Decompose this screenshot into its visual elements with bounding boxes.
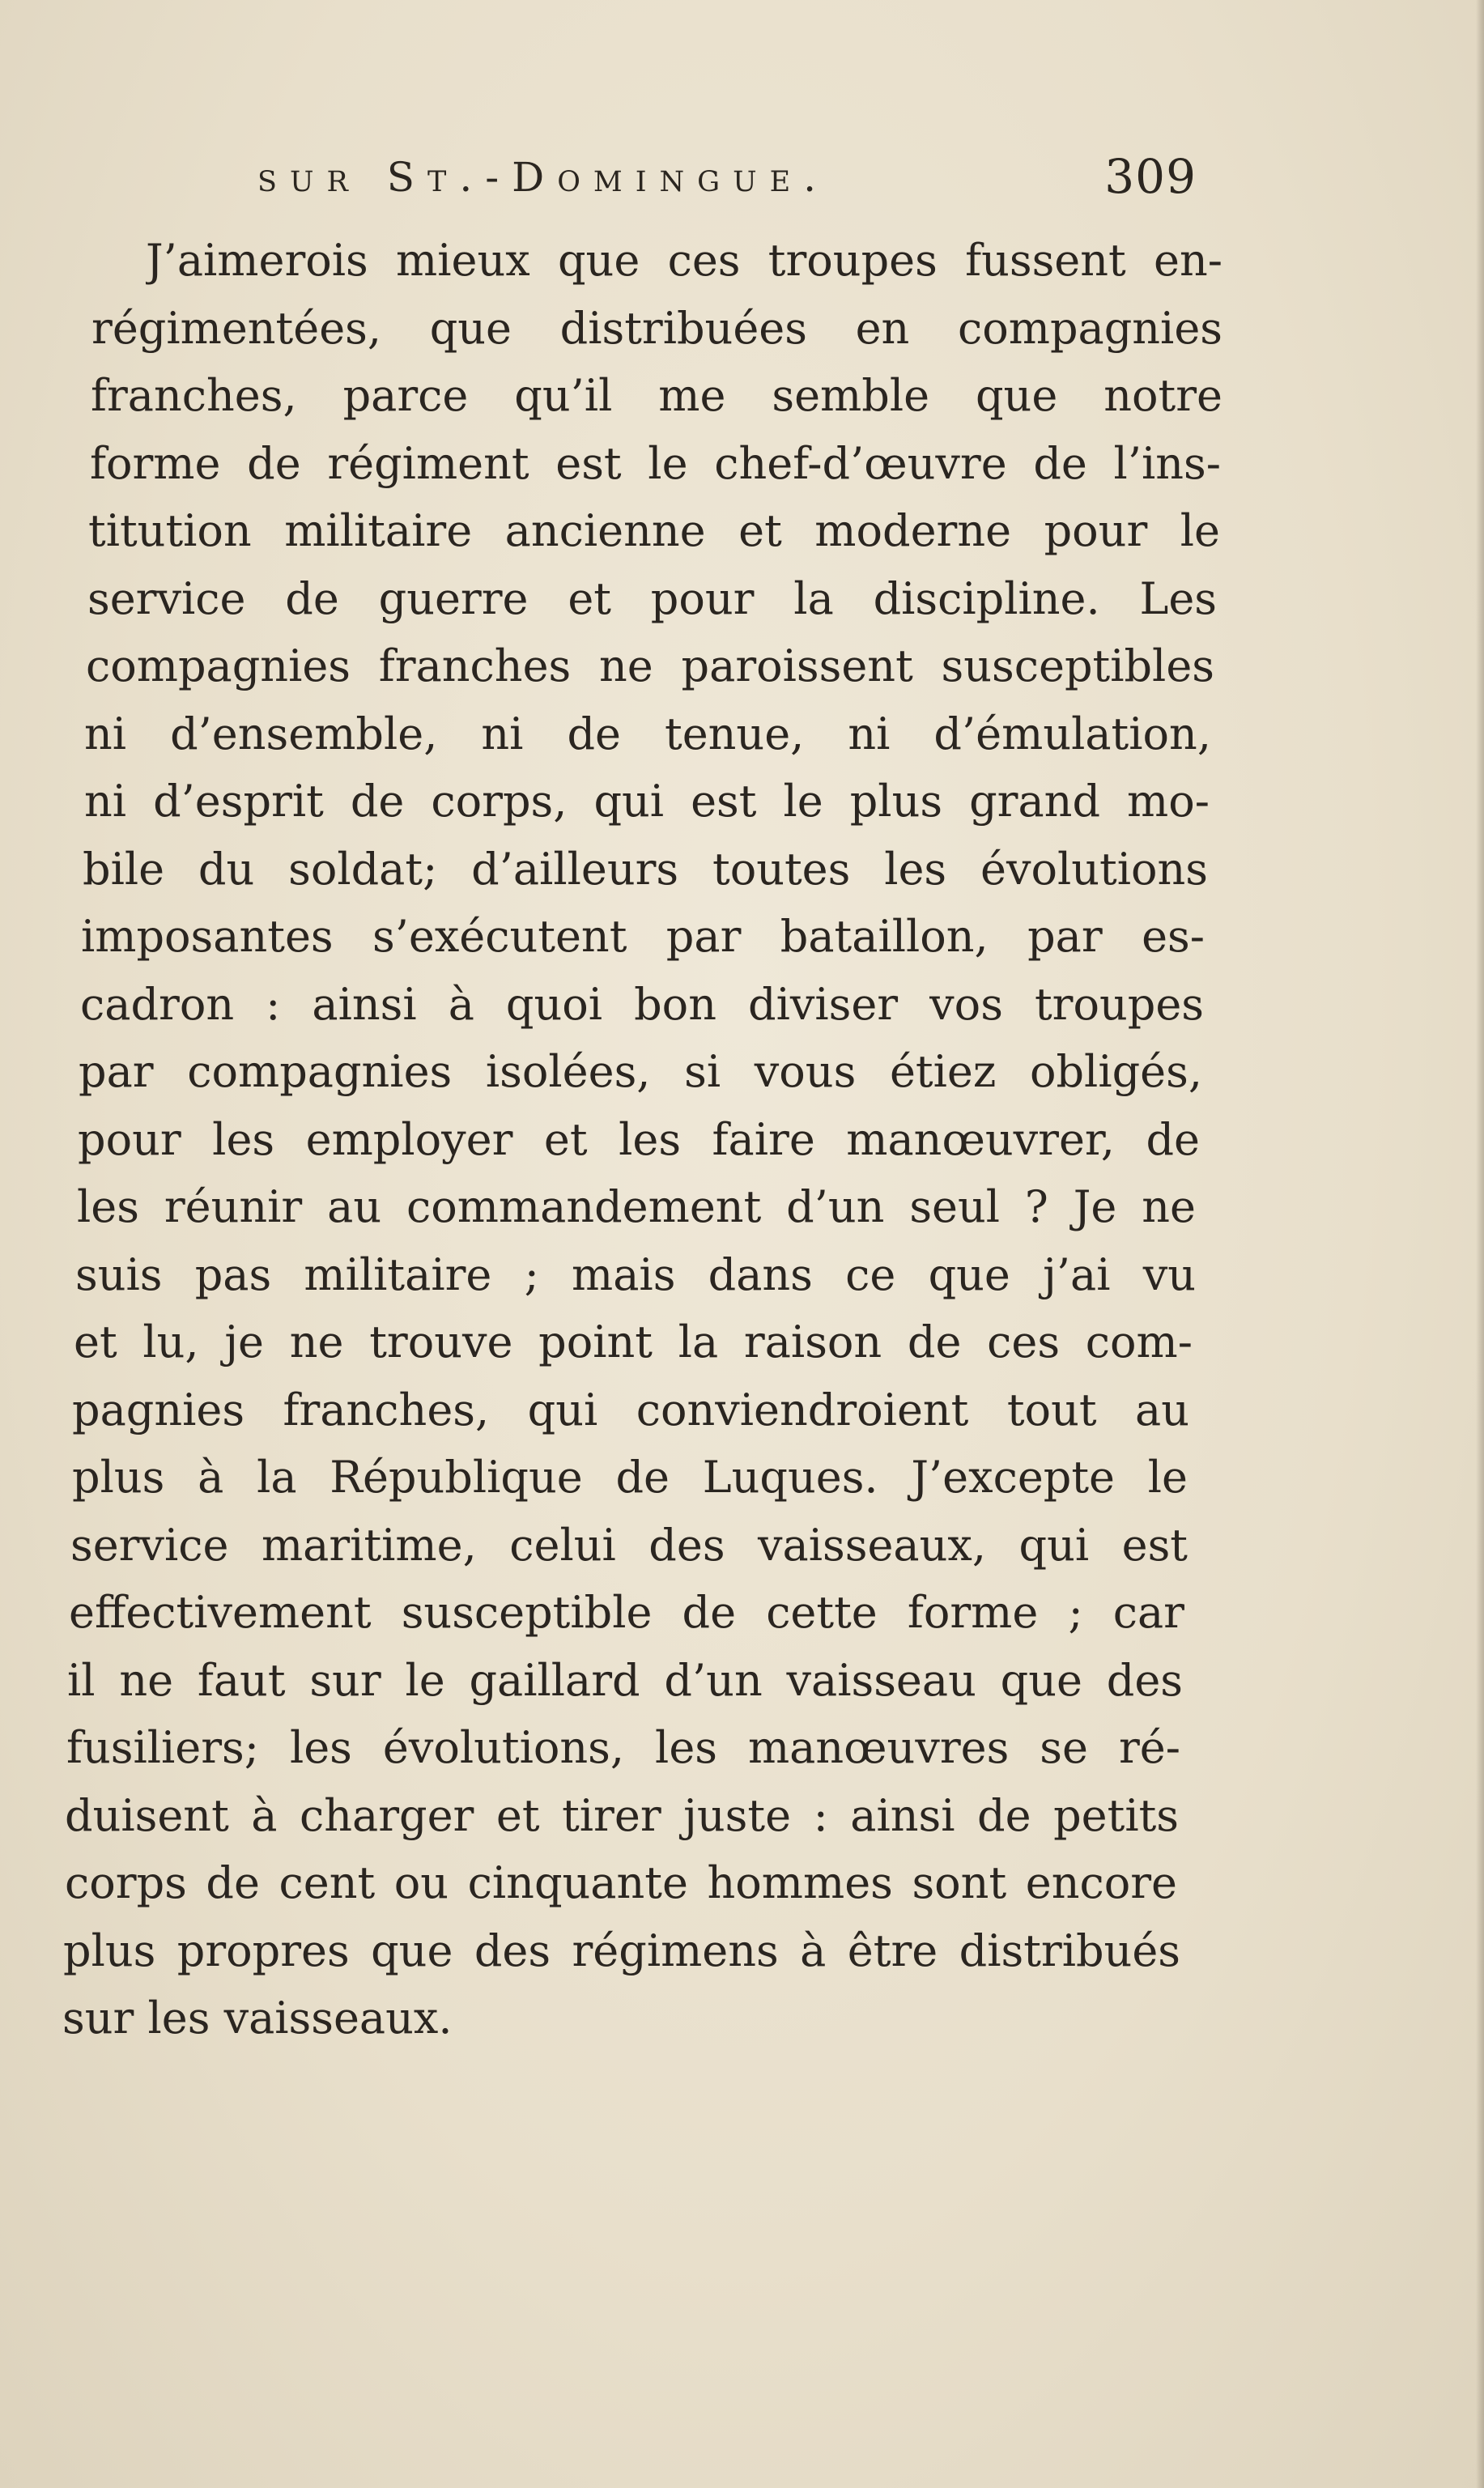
text-line: plus propres que des régimens à être distribués: [63, 1924, 1180, 1976]
body-text: [62, 227, 1222, 2052]
running-title: sur St.-Domingue.: [257, 154, 830, 201]
text-line: suis pas militaire ; mais dans ce que j’ai vu: [75, 1248, 1196, 1300]
text-line: ni d’esprit de corps, qui est le plus grand mo-: [84, 776, 1210, 827]
text-line: service maritime, celui des vaisseaux, qui est: [70, 1519, 1188, 1571]
text-line: fusiliers; les évolutions, les manœuvres se ré-: [66, 1722, 1180, 1773]
text-line: effectivement susceptible de cette forme ; car: [69, 1587, 1184, 1638]
text-line: titution militaire ancienne et moderne pour le: [88, 505, 1220, 556]
text-line: bile du soldat; d’ailleurs toutes les évolutions: [83, 843, 1208, 895]
running-head: [257, 149, 1197, 219]
text-line: et lu, je ne trouve point la raison de ces com-: [74, 1316, 1193, 1367]
text-line: régimentées, que distribuées en compagnies: [91, 302, 1222, 354]
text-line: cadron : ainsi à quoi bon diviser vos troupes: [80, 978, 1204, 1030]
text-line: il ne faut sur le gaillard d’un vaisseau que des: [67, 1654, 1183, 1706]
page-edge-shadow: [1476, 0, 1484, 2488]
text-line: compagnies franches ne paroissent susceptibles: [86, 640, 1214, 691]
text-line: service de guerre et pour la discipline. Les: [87, 572, 1217, 624]
text-line: ni d’ensemble, ni de tenue, ni d’émulation,: [84, 708, 1211, 759]
text-line: les réunir au commandement d’un seul ? Je ne: [77, 1181, 1196, 1232]
text-line: pagnies franches, qui conviendroient tout au: [72, 1384, 1189, 1435]
text-line: plus à la République de Luques. J’excepte le: [72, 1452, 1188, 1503]
page-number: 309: [1104, 149, 1197, 204]
text-line: imposantes s’exécutent par bataillon, par es-: [81, 911, 1205, 962]
text-line: duisent à charger et tirer juste : ainsi de petits: [65, 1789, 1179, 1841]
text-line: corps de cent ou cinquante hommes sont encore: [65, 1857, 1177, 1908]
text-line: J’aimerois mieux que ces troupes fussent en-: [146, 235, 1222, 286]
text-line: pour les employer et les faire manœuvrer, de: [78, 1113, 1200, 1165]
text-line: franches, parce qu’il me semble que notre: [91, 370, 1222, 421]
text-line: par compagnies isolées, si vous étiez obligés,: [79, 1046, 1202, 1097]
text-line: forme de régiment est le chef-d’œuvre de l’ins-: [90, 437, 1221, 489]
text-line-last: sur les vaisseaux.: [62, 1993, 453, 2044]
